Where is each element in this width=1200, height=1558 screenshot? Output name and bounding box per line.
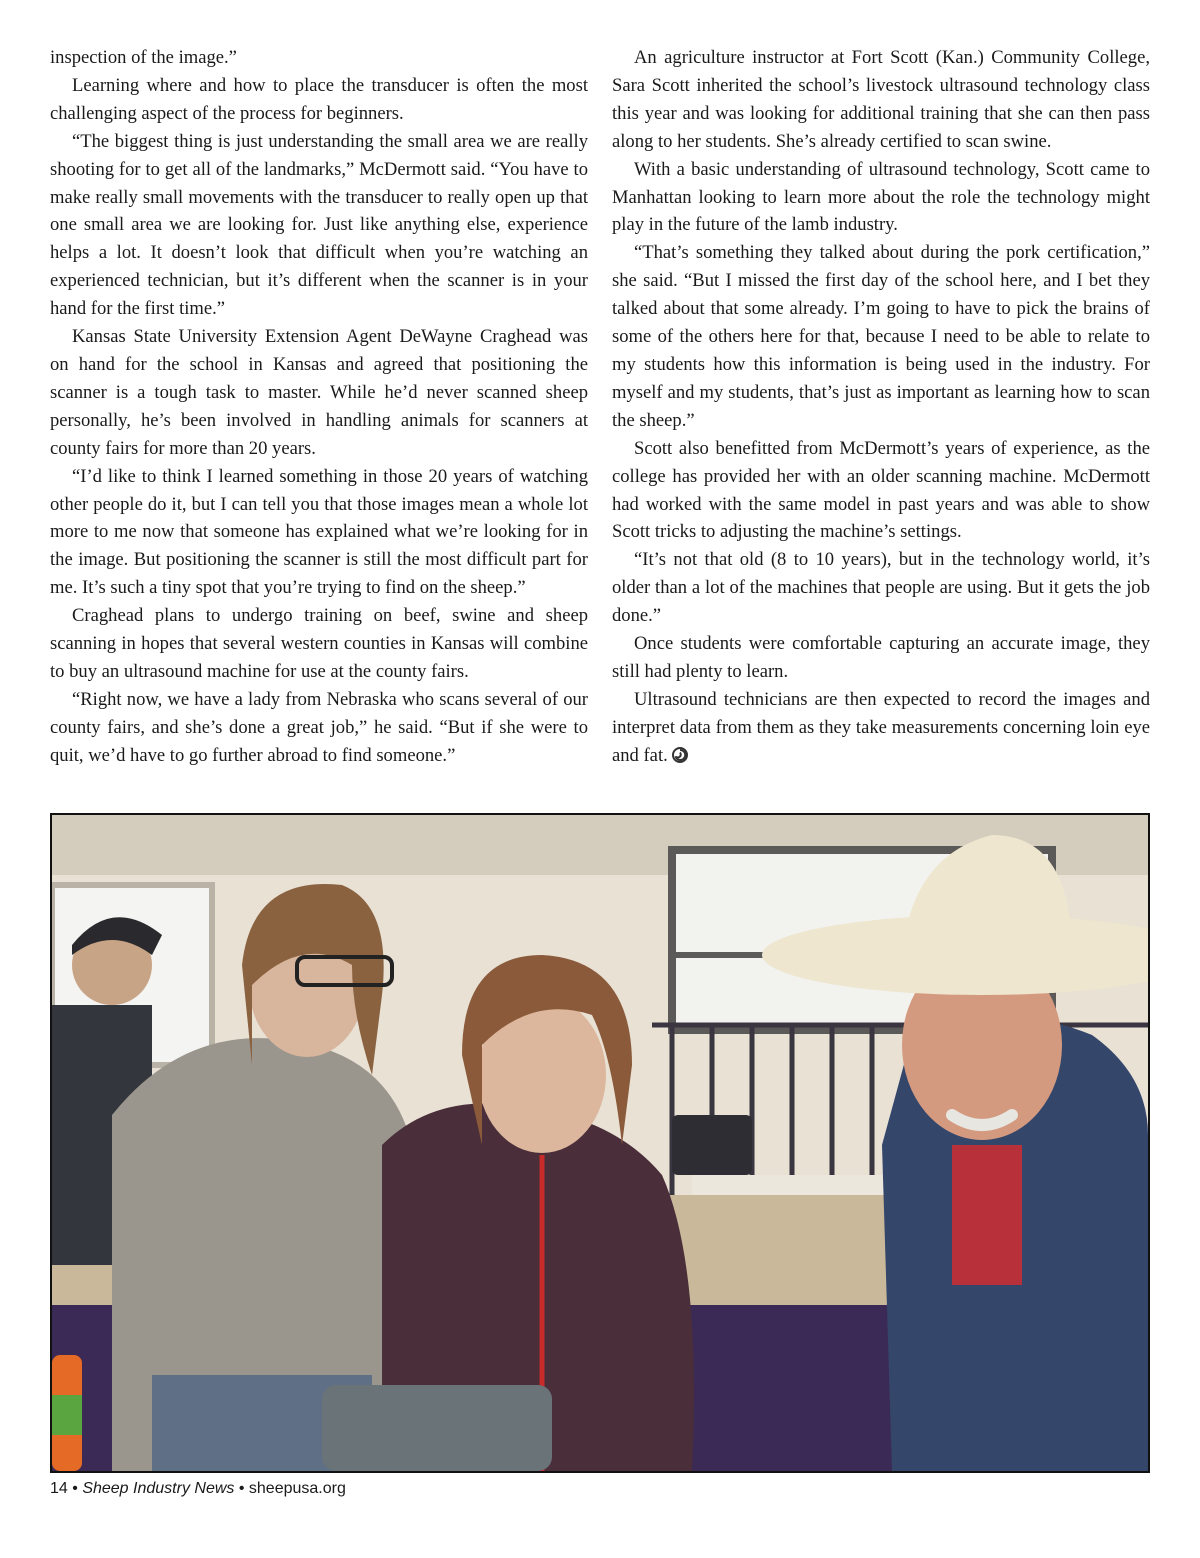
article-column-left: [50, 44, 588, 770]
page-number: 14: [50, 1480, 68, 1497]
photo-bottle: [52, 1355, 82, 1471]
paragraph: “Right now, we have a lady from Nebraska who scans several of our county fairs, and she’s done a great job,” he said. “But if she were to quit, we’d have to go further abroad to find someone.”: [50, 688, 588, 766]
sheep-swirl-icon: [672, 747, 688, 763]
paragraph: Scott also benefitted from McDermott’s years of experience, as the college has provided her with an older scanning machine. McDermott had worked with the same model in past years and was able to show Scott tricks to adjusting the machine’s settings.: [612, 437, 1150, 543]
paragraph: “That’s something they talked about during the pork certification,” she said. “But I missed the first day of the school here, and I bet they talked about that some already. I’m going to have to pick the brains of some of the others here for that, because I need to be able to relate to my students how this information is being used in the industry. For myself and my students, that’s just as important as learning how to scan the sheep.”: [612, 242, 1150, 431]
article-photo: [50, 813, 1150, 1473]
photo-ultrasound-machine: [672, 1115, 752, 1175]
paragraph: “I’d like to think I learned something in those 20 years of watching other people do it, but I can tell you that those images mean a whole lot more to me now that someone has explained what we’re looking for in the image. But positioning the scanner is still the most difficult part for me. It’s such a tiny spot that you’re trying to find on the sheep.”: [50, 465, 588, 599]
paragraph-text: Ultrasound technicians are then expected to record the images and interpret data from them as they take measurements concerning loin eye and fat.: [612, 688, 1150, 766]
paragraph: inspection of the image.”: [50, 47, 237, 68]
publication-name: Sheep Industry News: [82, 1480, 235, 1497]
paragraph: “The biggest thing is just understanding the small area we are really shooting for to get all of the landmarks,” McDermott said. “You have to make really small movements with the transducer to really open up that one small area we are looking for. Just like anything else, experience helps a lot. It doesn’t look that difficult when you’re watching an experienced technician, but it’s different when the scanner is in your hand for the first time.”: [50, 130, 588, 320]
paragraph: Craghead plans to undergo training on beef, swine and sheep scanning in hopes that several western counties in Kansas will combine to buy an ultrasound machine for use at the county fairs.: [50, 605, 588, 682]
last-paragraph: [612, 686, 1150, 770]
footer-separator: •: [72, 1480, 78, 1497]
article-column-right: [612, 44, 1150, 770]
paragraph: Once students were comfortable capturing an accurate image, they still had plenty to learn.: [612, 633, 1150, 682]
photo-illustration: [52, 815, 1148, 1471]
footer-separator: •: [238, 1480, 245, 1497]
paragraph: “It’s not that old (8 to 10 years), but in the technology world, it’s older than a lot of the machines that people are using. But it gets the job done.”: [612, 549, 1150, 627]
website-link[interactable]: sheepusa.org: [248, 1480, 346, 1497]
page-footer: [50, 1480, 346, 1498]
paragraph: Learning where and how to place the transducer is often the most challenging aspect of the process for beginners.: [50, 74, 588, 124]
paragraph: An agriculture instructor at Fort Scott (Kan.) Community College, Sara Scott inherited the school’s livestock ultrasound technology class this year and was looking for additional training that she can then pass along to her students. She’s already certified to scan swine.: [612, 47, 1150, 152]
paragraph: Kansas State University Extension Agent DeWayne Craghead was on hand for the school in Kansas and agreed that positioning the scanner is a tough task to master. While he’d never scanned sheep personally, he’s been involved in handling animals for scanners at county fairs for more than 20 years.: [50, 326, 588, 459]
paragraph: With a basic understanding of ultrasound technology, Scott came to Manhattan looking to learn more about the role the technology might play in the future of the lamb industry.: [612, 158, 1150, 236]
